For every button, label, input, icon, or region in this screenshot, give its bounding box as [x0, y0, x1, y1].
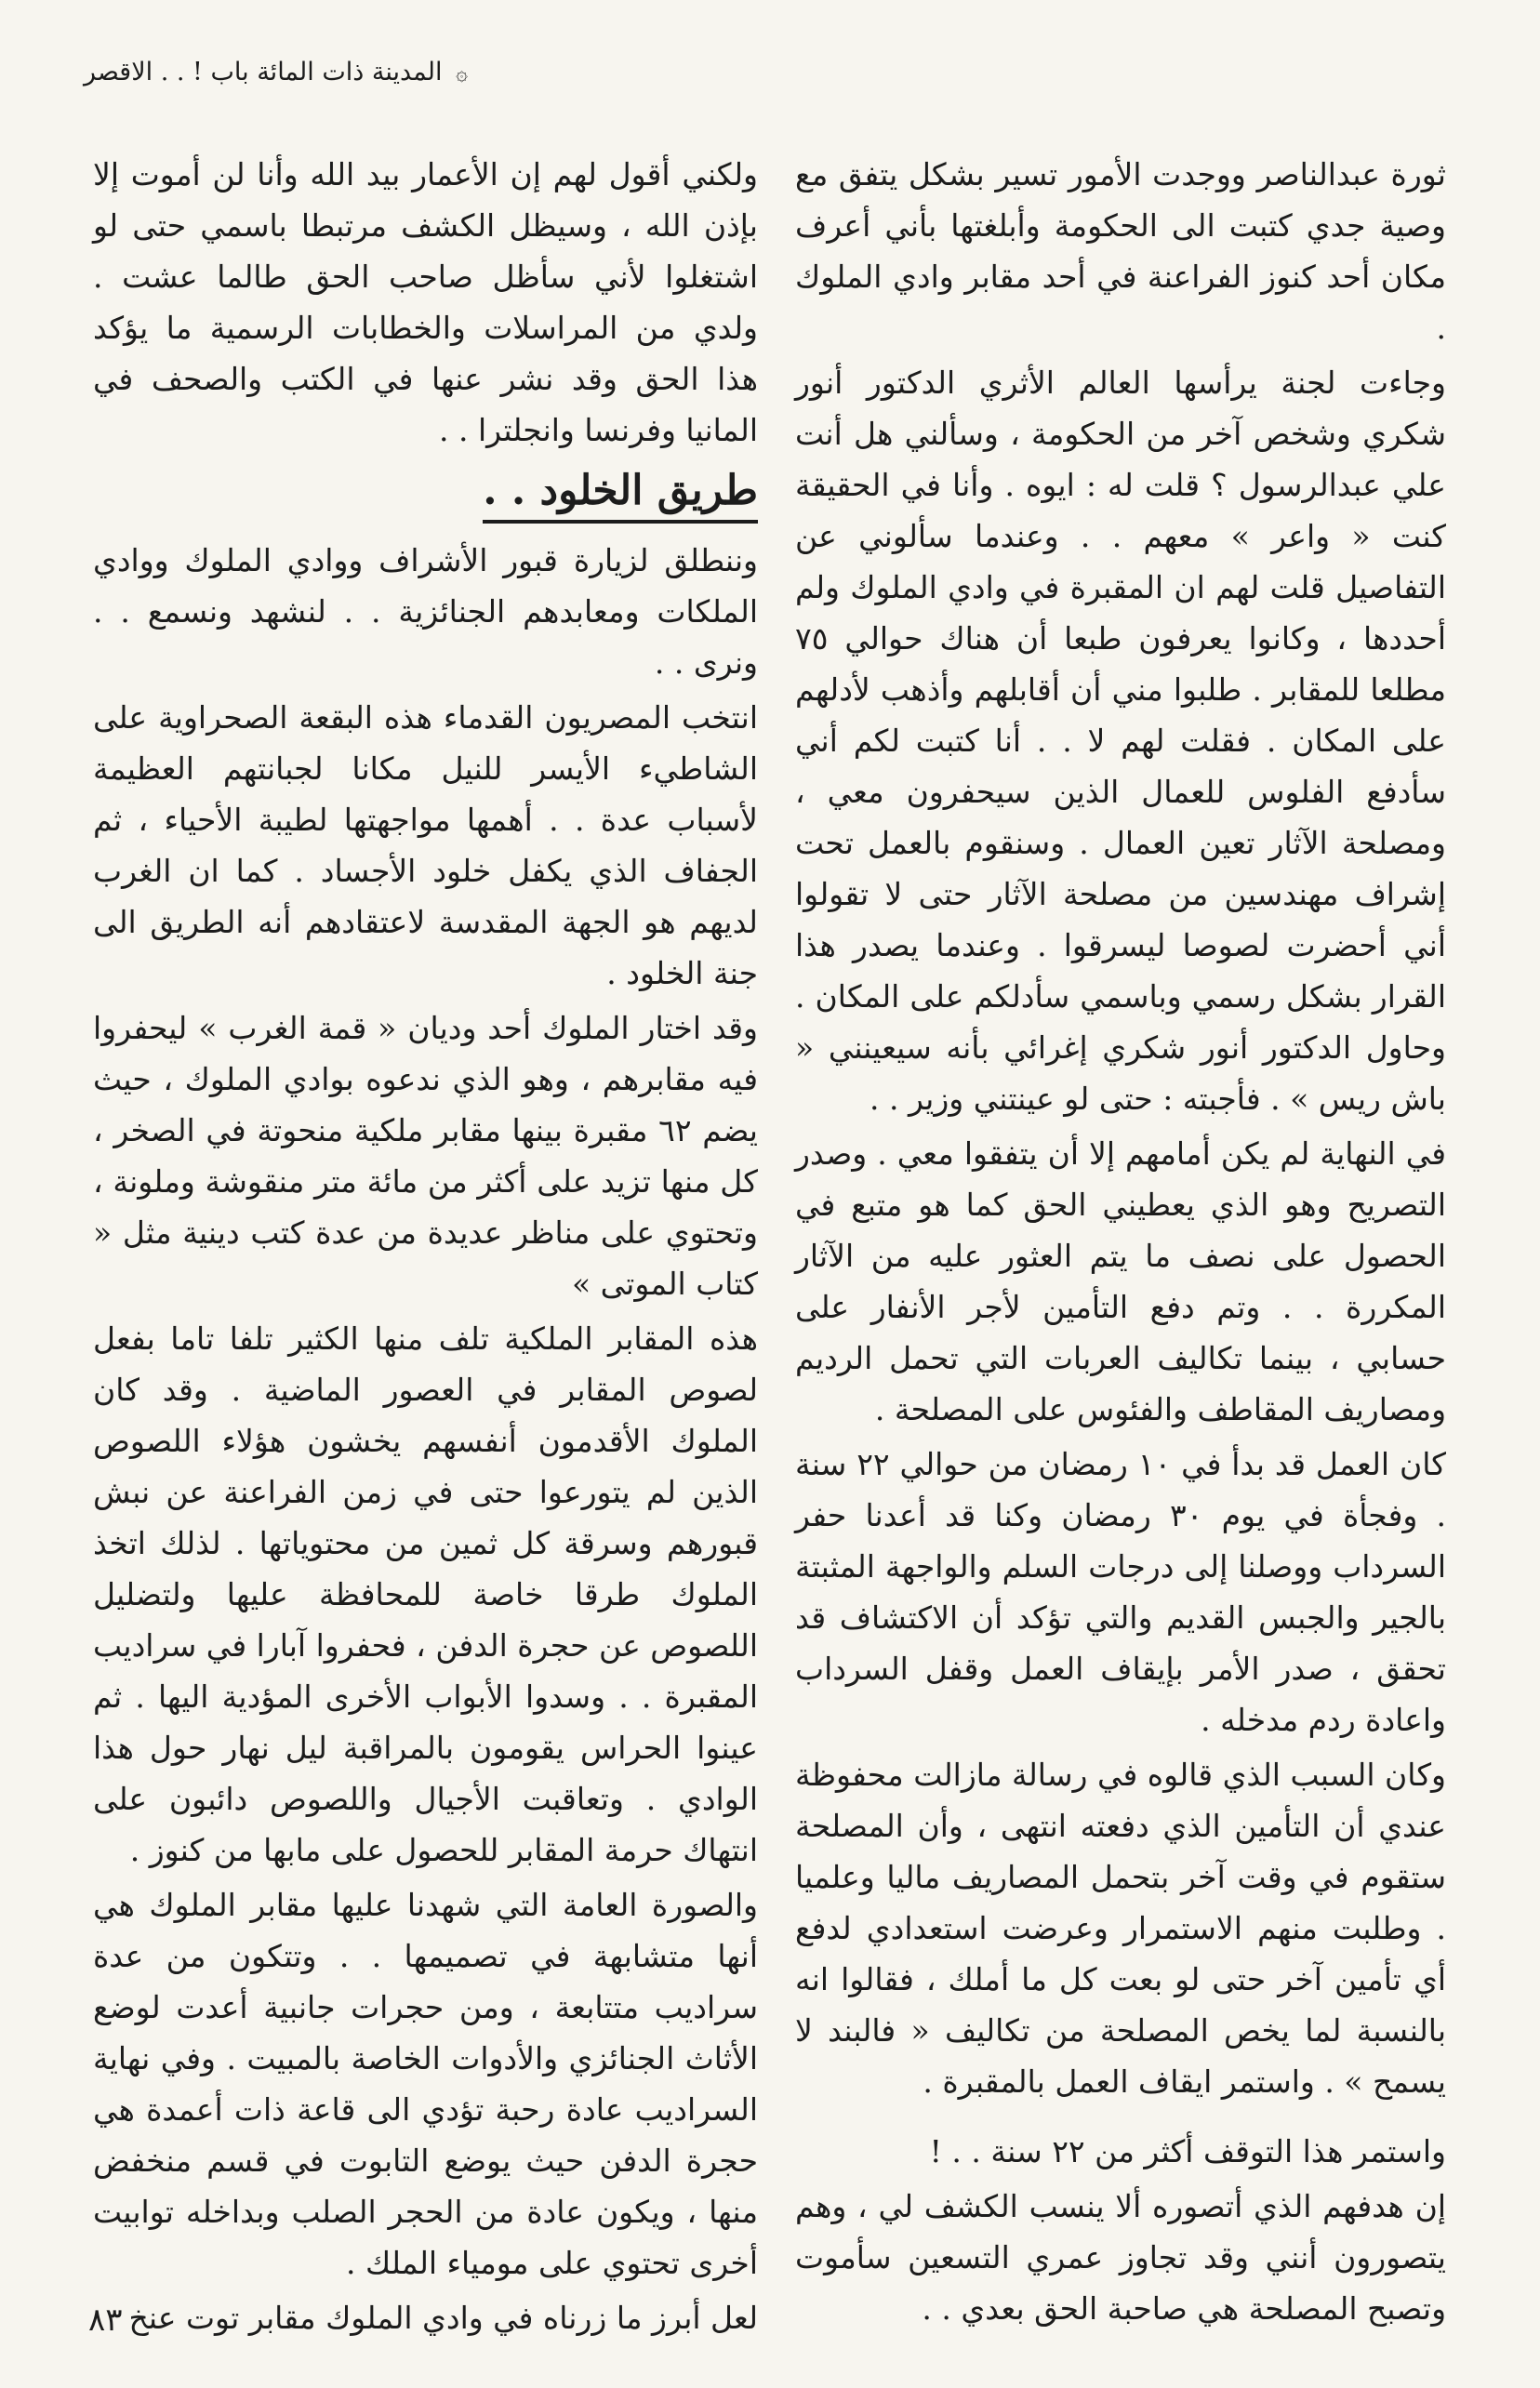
left-column	[93, 149, 758, 2347]
paragraph: لعل أبرز ما زرناه في وادي الملوك مقابر توت عنخ	[128, 2300, 758, 2336]
running-head	[84, 58, 468, 86]
page-number: ٨٣	[88, 2302, 123, 2339]
paragraph: وقد اختار الملوك أحد وديان « قمة الغرب » ليحفروا فيه مقابرهم ، وهو الذي ندعوه بوادي الملوك ، حيث يضم ٦٢ مقبرة بينها مقابر ملكية منحوتة في الصخر ، كل منها تزيد على أكثر من مائة متر منقوشة وملونة ، وتحتوي على مناظر عديدة من عدة كتب دينية مثل « كتاب الموتى »	[93, 1010, 758, 1302]
paragraph: إن هدفهم الذي أتصوره ألا ينسب الكشف لي ، وهم يتصورون أنني وقد تجاوز عمري التسعين سأموت وتصبح المصلحة هي صاحبة الحق بعدي . .	[795, 2188, 1446, 2327]
paragraph: كان العمل قد بدأ في ١٠ رمضان من حوالي ٢٢ سنة . وفجأة في يوم ٣٠ رمضان وكنا قد أعدنا حفر السرداب ووصلنا إلى درجات السلم والواجهة المثبتة بالجير والجبس القديم والتي تؤكد أن الاكتشاف قد تحقق ، صدر الأمر بإيقاف العمل وقفل السرداب واعادة ردم مدخله .	[795, 1446, 1446, 1738]
paragraph: وكان السبب الذي قالوه في رسالة مازالت محفوظة عندي أن التأمين الذي دفعته انتهى ، وأن المصلحة ستقوم في وقت آخر بتحمل المصاريف ماليا وعلميا . وطلبت منهم الاستمرار وعرضت استعدادي لدفع أي تأمين آخر حتى لو بعت كل ما أملك ، فقالوا انه بالنسبة لما يخص المصلحة من تكاليف « فالبند لا يسمح » . واستمر ايقاف العمل بالمقبرة .	[795, 1757, 1446, 2100]
paragraph: والصورة العامة التي شهدنا عليها مقابر الملوك هي أنها متشابهة في تصميمها . . وتتكون من عدة سراديب متتابعة ، ومن حجرات جانبية أعدت لوضع الأثاث الجنائزي والأدوات الخاصة بالمبيت . وفي نهاية السراديب عادة رحبة تؤدي الى قاعة ذات أعمدة هي حجرة الدفن حيث يوضع التابوت في قسم منخفض منها ، ويكون عادة من الحجر الصلب وبداخله توابيت أخرى تحتوي على مومياء الملك .	[93, 1887, 758, 2281]
ornament-icon: ۞	[456, 62, 468, 86]
paragraph: في النهاية لم يكن أمامهم إلا أن يتفقوا معي . وصدر التصريح وهو الذي يعطيني الحق كما هو متبع في الحصول على نصف ما يتم العثور عليه من الآثار المكررة . . وتم دفع التأمين لأجر الأنفار على حسابي ، بينما تكاليف العربات التي تحمل الرديم ومصاريف المقاطف والفئوس على المصلحة .	[795, 1135, 1446, 1427]
paragraph: واستمر هذا التوقف أكثر من ٢٢ سنة . . !	[929, 2133, 1446, 2169]
paragraph: وننطلق لزيارة قبور الأشراف ووادي الملوك ووادي الملكات ومعابدهم الجنائزية . . لنشهد ونسمع . . ونرى . .	[93, 542, 758, 681]
right-column	[795, 149, 1446, 2338]
paragraph: وجاءت لجنة يرأسها العالم الأثري الدكتور أنور شكري وشخص آخر من الحكومة ، وسألني هل أنت علي عبدالرسول ؟ قلت له : ايوه . وأنا في الحقيقة كنت « واعر » معهم . . وعندما سألوني عن التفاصيل قلت لهم ان المقبرة في وادي الملوك ولم أحددها ، وكانوا يعرفون طبعا أن هناك حوالي ٧٥ مطلعا للمقابر . طلبوا مني أن أقابلهم وأذهب لأدلهم على المكان . فقلت لهم لا . . أنا كتبت لكم أني سأدفع الفلوس للعمال الذين سيحفرون معي ، ومصلحة الآثار تعين العمال . وسنقوم بالعمل تحت إشراف مهندسين من مصلحة الآثار حتى لا تقولوا أني أحضرت لصوصا ليسرقوا . وعندما يصدر هذا القرار بشكل رسمي وباسمي سأدلكم على المكان . وحاول الدكتور أنور شكري إغرائي بأنه سيعينني « باش ريس » . فأجبته : حتى لو عينتني وزير . .	[795, 365, 1446, 1117]
paragraph: انتخب المصريون القدماء هذه البقعة الصحراوية على الشاطيء الأيسر للنيل مكانا لجبانتهم العظيمة لأسباب عدة . . أهمها مواجهتها لطيبة الأحياء ، ثم الجفاف الذي يكفل خلود الأجساد . كما ان الغرب لديهم هو الجهة المقدسة لاعتقادهم أنه الطريق الى جنة الخلود .	[93, 699, 758, 991]
paragraph: ولكني أقول لهم إن الأعمار بيد الله وأنا لن أموت إلا بإذن الله ، وسيظل الكشف مرتبطا باسمي حتى لو اشتغلوا لأني سأظل صاحب الحق طالما عشت . ولدي من المراسلات والخطابات الرسمية ما يؤكد هذا الحق وقد نشر عنها في الكتب والصحف في المانيا وفرنسا وانجلترا . .	[93, 156, 758, 448]
paragraph: هذه المقابر الملكية تلف منها الكثير تلفا تاما بفعل لصوص المقابر في العصور الماضية . وقد كان الملوك الأقدمون أنفسهم يخشون هؤلاء اللصوص الذين لم يتورعوا حتى في زمن الفراعنة عن نبش قبورهم وسرقة كل ثمين من محتوياتها . لذلك اتخذ الملوك طرقا خاصة للمحافظة عليها ولتضليل اللصوص عن حجرة الدفن ، فحفروا آبارا في سراديب المقبرة . . وسدوا الأبواب الأخرى المؤدية اليها . ثم عينوا الحراس يقومون بالمراقبة ليل نهار حول هذا الوادي . وتعاقبت الأجيال واللصوص دائبون على انتهاك حرمة المقابر للحصول على مابها من كنوز .	[93, 1320, 758, 1868]
running-title: المدينة ذات المائة باب ! . . الاقصر	[84, 58, 443, 86]
paragraph: ثورة عبدالناصر ووجدت الأمور تسير بشكل يتفق مع وصية جدي كتبت الى الحكومة وأبلغتها بأني أعرف مكان أحد كنوز الفراعنة في أحد مقابر وادي الملوك .	[795, 156, 1446, 346]
section-heading: طريق الخلود . .	[483, 465, 758, 524]
